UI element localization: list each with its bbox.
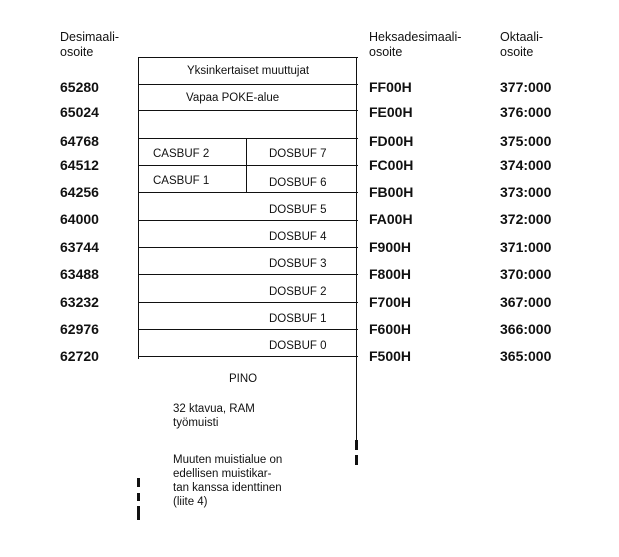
right-dash-mark (355, 440, 358, 450)
dosbuf1-block: DOSBUF 1 (269, 313, 327, 325)
stack-label: PINO (229, 373, 258, 385)
hex-address: F800H (369, 266, 412, 282)
octal-address-header: Oktaali- osoite (500, 30, 544, 59)
memory-map-right-border (356, 57, 357, 445)
octal-address: 365:000 (500, 348, 552, 364)
divider-line (138, 165, 358, 166)
left-dash-mark (137, 493, 140, 501)
divider-line (138, 302, 358, 303)
ram-note: 32 ktavua, RAM työmuisti (173, 403, 255, 429)
dosbuf7-block: DOSBUF 7 (269, 148, 327, 160)
octal-address: 366:000 (500, 321, 552, 337)
casbuf-dosbuf-divider (246, 138, 247, 192)
octal-address: 372:000 (500, 211, 552, 227)
divider-line (138, 274, 358, 275)
decimal-address: 63488 (60, 266, 99, 282)
hex-address: FC00H (369, 157, 414, 173)
decimal-address: 63744 (60, 239, 99, 255)
hex-address: FB00H (369, 184, 414, 200)
dosbuf4-block: DOSBUF 4 (269, 231, 327, 243)
hex-address: F600H (369, 321, 412, 337)
hex-address: FE00H (369, 104, 413, 120)
divider-line (138, 138, 358, 139)
octal-address: 373:000 (500, 184, 552, 200)
decimal-address: 64000 (60, 211, 99, 227)
simple-variables-block: Yksinkertaiset muuttujat (187, 65, 310, 77)
octal-address: 371:000 (500, 239, 552, 255)
hex-address: FD00H (369, 133, 414, 149)
divider-line (138, 192, 358, 193)
memory-map-left-border (138, 57, 139, 359)
casbuf2-block: CASBUF 2 (153, 148, 210, 160)
decimal-address: 65280 (60, 79, 99, 95)
hex-address: F500H (369, 348, 412, 364)
dosbuf2-block: DOSBUF 2 (269, 286, 327, 298)
hex-address: F900H (369, 239, 412, 255)
hex-address: FA00H (369, 211, 413, 227)
octal-address: 374:000 (500, 157, 552, 173)
identical-area-note: Muuten muistialue on edellisen muistikar- tan kanssa identtinen (liite 4) (173, 454, 283, 508)
right-dash-mark (355, 455, 358, 465)
octal-address: 370:000 (500, 266, 552, 282)
decimal-address: 62976 (60, 321, 99, 337)
decimal-address-header: Desimaali- osoite (60, 30, 120, 59)
octal-address: 377:000 (500, 79, 552, 95)
divider-line (138, 356, 358, 357)
decimal-address: 64768 (60, 133, 99, 149)
decimal-address: 62720 (60, 348, 99, 364)
decimal-address: 63232 (60, 294, 99, 310)
decimal-address: 64256 (60, 184, 99, 200)
dosbuf6-block: DOSBUF 6 (269, 177, 327, 189)
hex-address: FF00H (369, 79, 412, 95)
octal-address: 367:000 (500, 294, 552, 310)
hex-address-header: Heksadesimaali- osoite (369, 30, 462, 59)
divider-line (138, 247, 358, 248)
casbuf1-block: CASBUF 1 (153, 175, 210, 187)
left-dash-mark (137, 478, 140, 487)
memory-map-top-border (138, 57, 358, 58)
decimal-address: 64512 (60, 157, 99, 173)
decimal-address: 65024 (60, 104, 99, 120)
divider-line (138, 329, 358, 330)
dosbuf0-block: DOSBUF 0 (269, 340, 327, 352)
dosbuf3-block: DOSBUF 3 (269, 258, 327, 270)
octal-address: 376:000 (500, 104, 552, 120)
octal-address: 375:000 (500, 133, 552, 149)
divider-line (138, 84, 358, 85)
divider-line (138, 220, 358, 221)
free-poke-area-block: Vapaa POKE-alue (186, 92, 280, 104)
hex-address: F700H (369, 294, 412, 310)
dosbuf5-block: DOSBUF 5 (269, 204, 327, 216)
divider-line (138, 110, 358, 111)
left-dash-mark (137, 506, 140, 520)
